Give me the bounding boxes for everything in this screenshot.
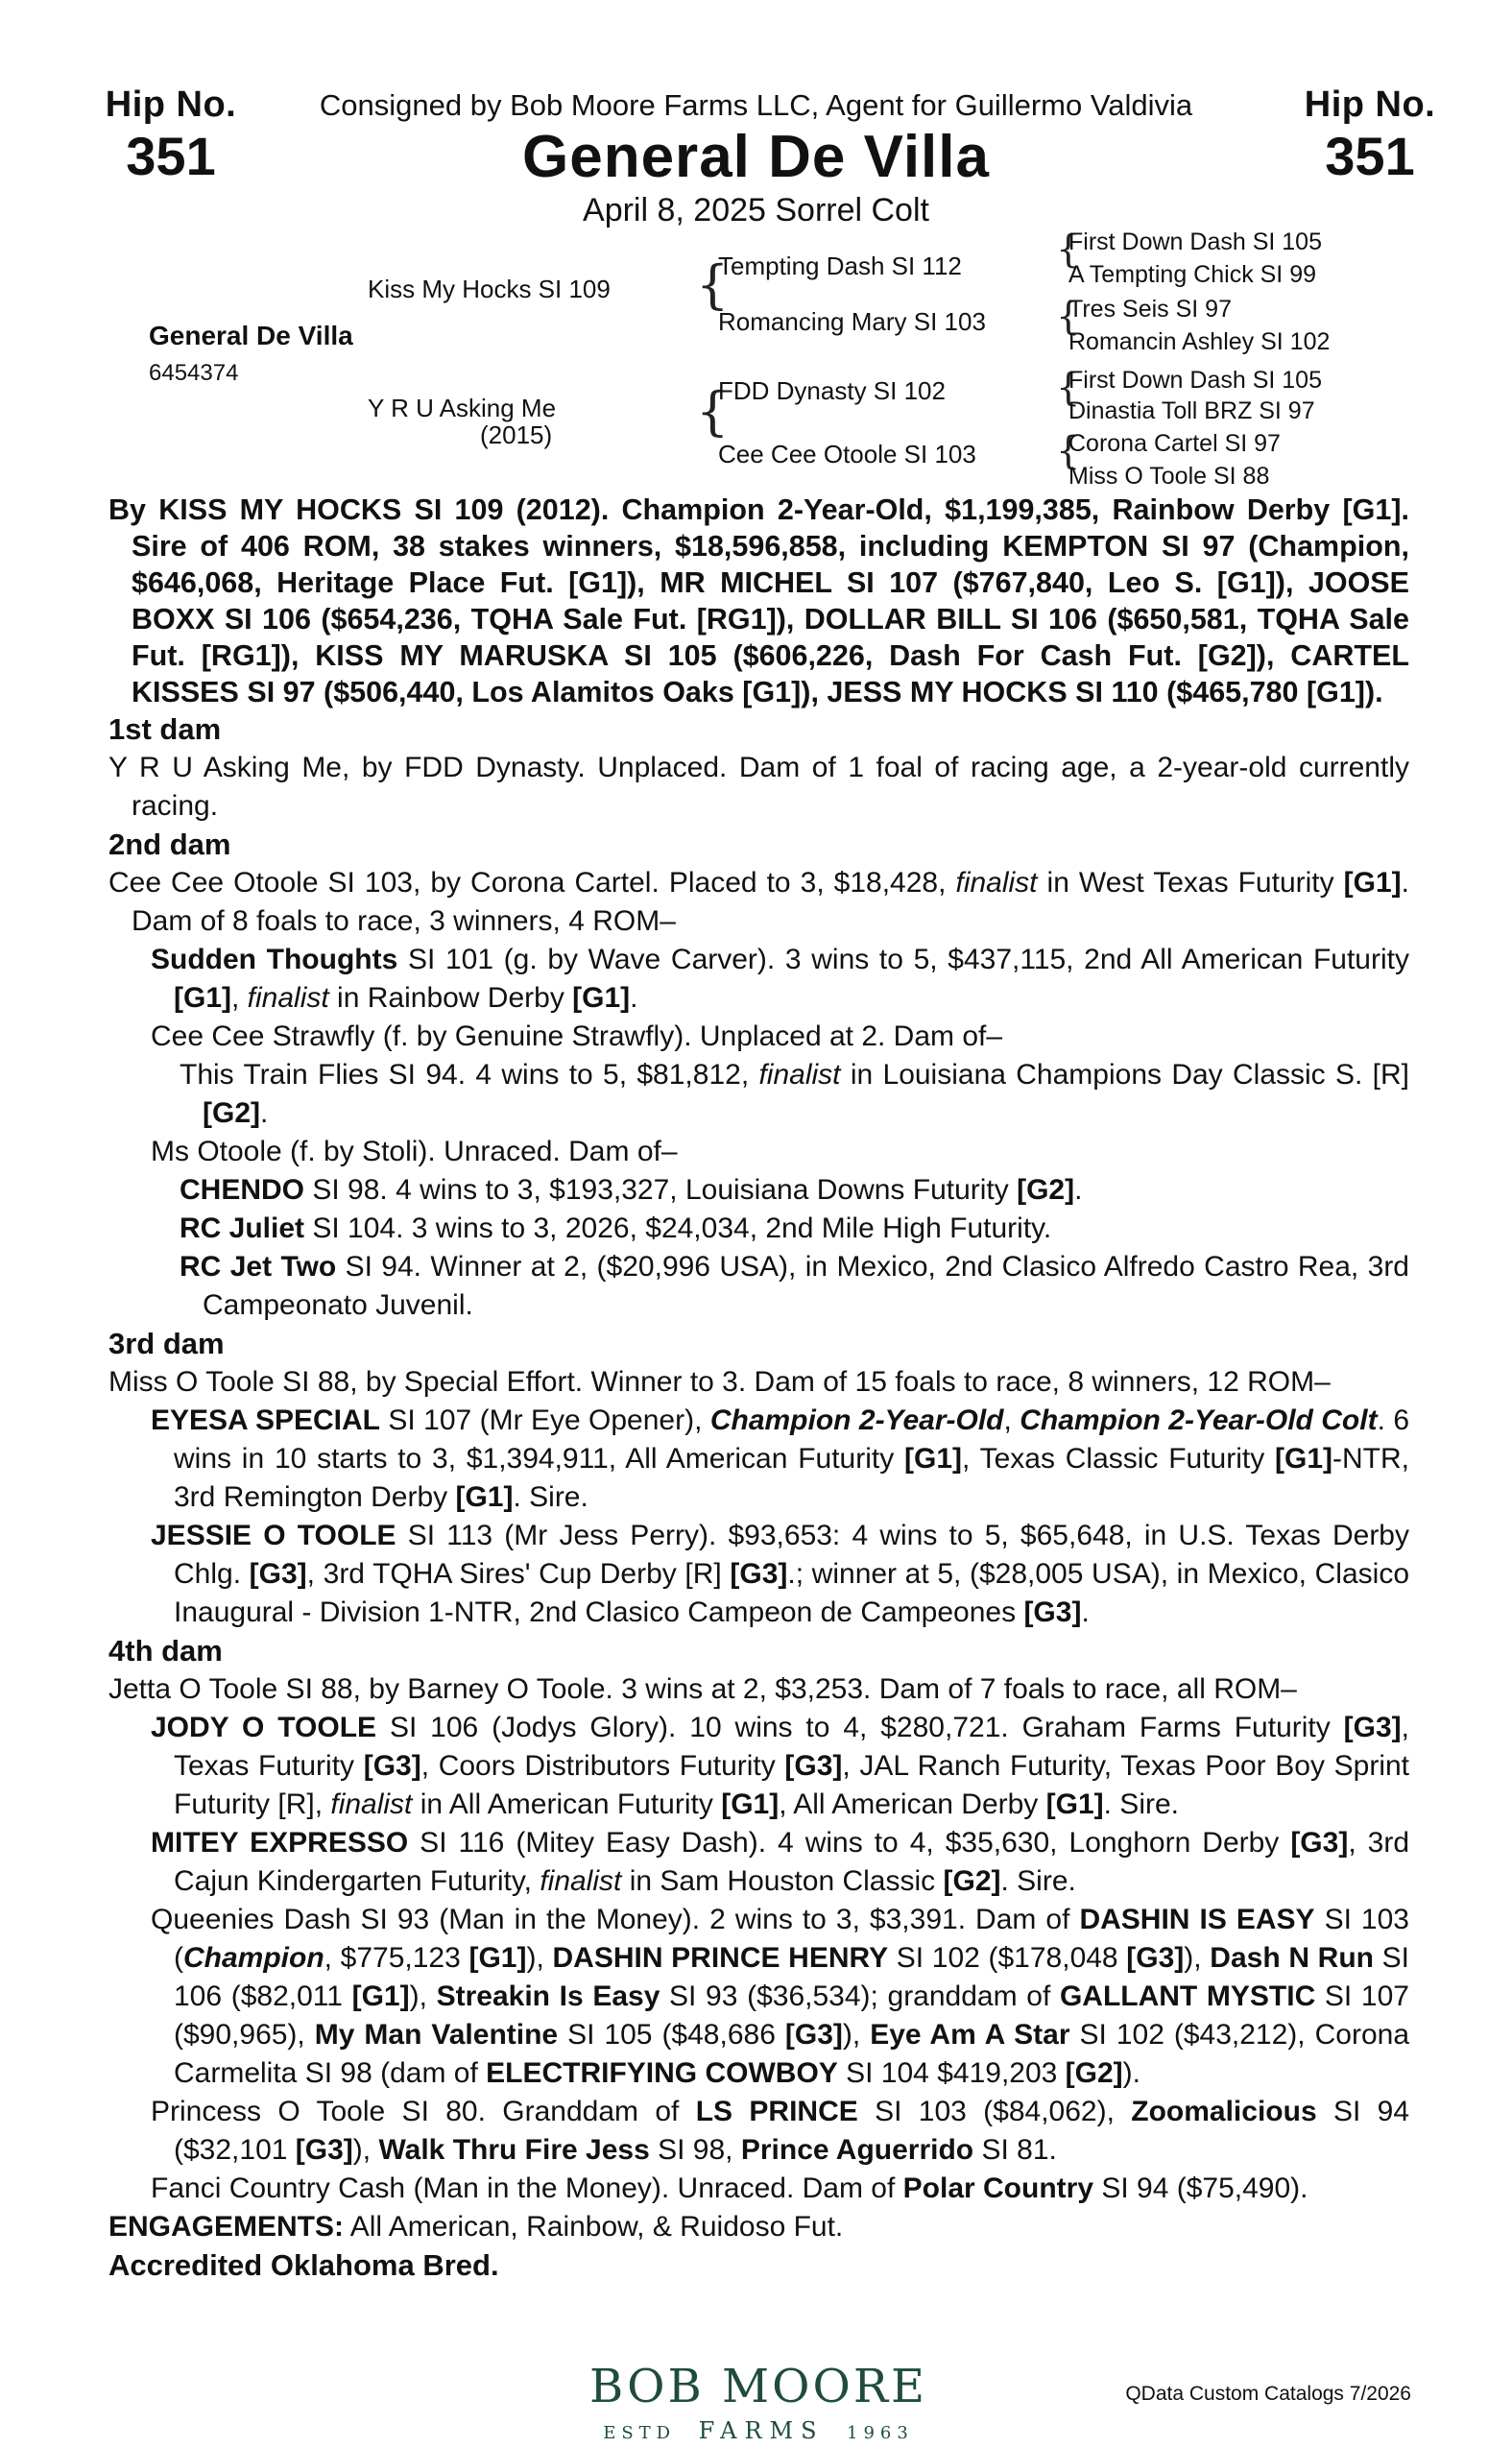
sire-paragraph: By KISS MY HOCKS SI 109 (2012). Champion 2-Year-Old, $1,199,385, Rainbow Derby [G1]. Sire of 406 ROM, 38 stakes winners, $18,596,858, including KEMPTON SI 97 (Champion, $646,068, Heritage Place Fut. [G1]), MR MICHEL SI 107 ($767,840, Leo S. [G1]), JOOSE BOXX SI 106 ($654,236, TQHA Sale Fut. [RG1]), DOLLAR BILL SI 106 ($650,581, TQHA Sale Fut. [RG1]), KISS MY MARUSKA SI 105 ($606,226, Dash For Cash Fut. [G2]), CARTEL KISSES SI 97 ($506,440, Los Alamitos Oaks [G1]), JESS MY HOCKS SI 110 ($465,780 [G1]). [108,493,1409,708]
catalog-body [108,492,1409,2285]
produce-this-train-flies: This Train Flies SI 94. 4 wins to 5, $81,812, finalist in Louisiana Champions Day Classic S. [R] [G2]. [180,1059,1409,1129]
second-dam-heading: 2nd dam [108,828,231,861]
brace-dam: { [696,381,730,442]
brace-dd: { [1056,429,1081,473]
produce-cee-cee-strawfly: Cee Cee Strawfly (f. by Genuine Strawfly). Unplaced at 2. Dam of– [151,1020,1003,1052]
produce-jody-o-toole: JODY O TOOLE SI 106 (Jodys Glory). 10 wins to 4, $280,721. Graham Farms Futurity [G3], Texas Futurity [G3], Coors Distributors Futurity [G3], JAL Ranch Futurity, Texas Poor Boy Sprint Futurity [R], finalist in All American Futurity [G1], All American Derby [G1]. Sire. [151,1712,1410,1820]
pedigree-dd-dam: Miss O Toole SI 88 [1068,463,1270,490]
pedigree-sire: Kiss My Hocks SI 109 [368,275,611,303]
produce-rc-jet-two: RC Jet Two SI 94. Winner at 2, ($20,996 USA), in Mexico, 2nd Clasico Alfredo Castro Rea, 3rd Campeonato Juvenil. [180,1251,1409,1321]
pedigree-ss-dam: A Tempting Chick SI 99 [1068,261,1317,288]
produce-queenies-dash: Queenies Dash SI 93 (Man in the Money). 2 wins to 3, $3,391. Dam of DASHIN IS EASY SI 103 (Champion, $775,123 [G1]), DASHIN PRINCE HENRY SI 102 ($178,048 [G3]), Dash N Run SI 106 ($82,011 [G1]), Streakin Is Easy SI 93 ($36,534); granddam of GALLANT MYSTIC SI 107 ($90,965), My Man Valentine SI 105 ($48,686 [G3]), Eye Am A Star SI 102 ($43,212), Corona Carmelita SI 98 (dam of ELECTRIFYING COWBOY SI 104 $419,203 [G2]). [151,1904,1410,2089]
pedigree-ss-sire: First Down Dash SI 105 [1068,228,1322,255]
qdata-credit: QData Custom Catalogs 7/2026 [1125,2383,1411,2405]
fourth-dam-heading: 4th dam [108,1634,223,1668]
logo-subline: ESTD FARMS 1963 [603,2417,914,2444]
horse-name-title: General De Villa [522,124,990,190]
bob-moore-farms-logo [538,2362,979,2444]
produce-jessie-o-toole: JESSIE O TOOLE SI 113 (Mr Jess Perry). $93,653: 4 wins to 5, $65,648, in U.S. Texas Derby Chlg. [G3], 3rd TQHA Sires' Cup Derby [R] [G3].; winner at 5, ($28,005 USA), in Mexico, Clasico Inaugural - Division 1-NTR, 2nd Clasico Campeon de Campeones [G3]. [151,1520,1409,1628]
brace-sd: { [1056,295,1081,339]
hip-label: Hip No. [1304,84,1436,125]
foaled-line: April 8, 2025 Sorrel Colt [583,192,929,228]
brace-ss: { [1056,228,1081,272]
pedigree-sire-sire: Tempting Dash SI 112 [718,252,962,280]
brace-sire: { [696,254,730,315]
fourth-dam-text: Jetta O Toole SI 88, by Barney O Toole. 3 wins at 2, $3,253. Dam of 7 foals to race, all ROM– [108,1673,1297,1705]
hip-label: Hip No. [105,84,237,125]
pedigree-dam-dam: Cee Cee Otoole SI 103 [718,440,976,468]
pedigree-sd-sire: Tres Seis SI 97 [1068,296,1232,323]
engagements-text: All American, Rainbow, & Ruidoso Fut. [344,2211,844,2243]
first-dam-text: Y R U Asking Me, by FDD Dynasty. Unplaced. Dam of 1 foal of racing age, a 2-year-old currently racing. [108,752,1409,822]
pedigree-ds-sire: First Down Dash SI 105 [1068,367,1322,394]
produce-princess-o-toole: Princess O Toole SI 80. Granddam of LS PRINCE SI 103 ($84,062), Zoomalicious SI 94 ($32,101 [G3]), Walk Thru Fire Jess SI 98, Prince Aguerrido SI 81. [151,2096,1410,2166]
hip-number-right [1264,84,1476,185]
hip-number: 351 [126,126,216,186]
pedigree-sire-dam: Romancing Mary SI 103 [718,307,986,336]
pedigree-dam: Y R U Asking Me [368,394,557,422]
pedigree-sd-dam: Romancin Ashley SI 102 [1068,328,1331,355]
produce-rc-juliet: RC Juliet SI 104. 3 wins to 3, 2026, $24,034, 2nd Mile High Futurity. [180,1212,1052,1244]
logo-wordmark: BOB MOORE [588,2360,928,2413]
engagements-label: ENGAGEMENTS: [108,2211,345,2243]
consignor-line: Consigned by Bob Moore Farms LLC, Agent for Guillermo Valdivia [319,88,1193,122]
accredited-line: Accredited Oklahoma Bred. [108,2248,499,2282]
pedigree-dam-year: (2015) [480,420,553,449]
produce-sudden-thoughts: Sudden Thoughts SI 101 (g. by Wave Carver). 3 wins to 5, $437,115, 2nd All American Futurity [G1], finalist in Rainbow Derby [G1]. [151,944,1409,1014]
second-dam-text: Cee Cee Otoole SI 103, by Corona Cartel. Placed to 3, $18,428, finalist in West Texas Futurity [G1]. Dam of 8 foals to race, 3 winners, 4 ROM– [108,867,1409,937]
produce-eyesa-special: EYESA SPECIAL SI 107 (Mr Eye Opener), Champion 2-Year-Old, Champion 2-Year-Old Colt. 6 wins in 10 starts to 3, $1,394,911, All American Futurity [G1], Texas Classic Futurity [G1]-NTR, 3rd Remington Derby [G1]. Sire. [151,1404,1410,1513]
brace-ds: { [1056,366,1081,410]
hip-number: 351 [1325,126,1415,186]
pedigree-ds-dam: Dinastia Toll BRZ SI 97 [1068,397,1315,424]
registration-number: 6454374 [149,360,239,386]
pedigree-dd-sire: Corona Cartel SI 97 [1068,430,1281,457]
produce-mitey-expresso: MITEY EXPRESSO SI 116 (Mitey Easy Dash). 4 wins to 4, $35,630, Longhorn Derby [G3], 3rd Cajun Kindergarten Futurity, finalist in Sam Houston Classic [G2]. Sire. [151,1827,1409,1897]
pedigree-subject: General De Villa [149,321,353,350]
third-dam-heading: 3rd dam [108,1327,225,1360]
engagements-line [108,2208,1409,2246]
third-dam-text: Miss O Toole SI 88, by Special Effort. Winner to 3. Dam of 15 foals to race, 8 winners, 12 ROM– [108,1366,1331,1398]
produce-fanci-country-cash: Fanci Country Cash (Man in the Money). Unraced. Dam of Polar Country SI 94 ($75,490). [151,2172,1308,2204]
produce-ms-otoole: Ms Otoole (f. by Stoli). Unraced. Dam of– [151,1136,678,1167]
first-dam-heading: 1st dam [108,712,222,746]
hip-number-left [65,84,276,185]
pedigree-dam-sire: FDD Dynasty SI 102 [718,376,946,405]
produce-chendo: CHENDO SI 98. 4 wins to 3, $193,327, Louisiana Downs Futurity [G2]. [180,1174,1083,1206]
